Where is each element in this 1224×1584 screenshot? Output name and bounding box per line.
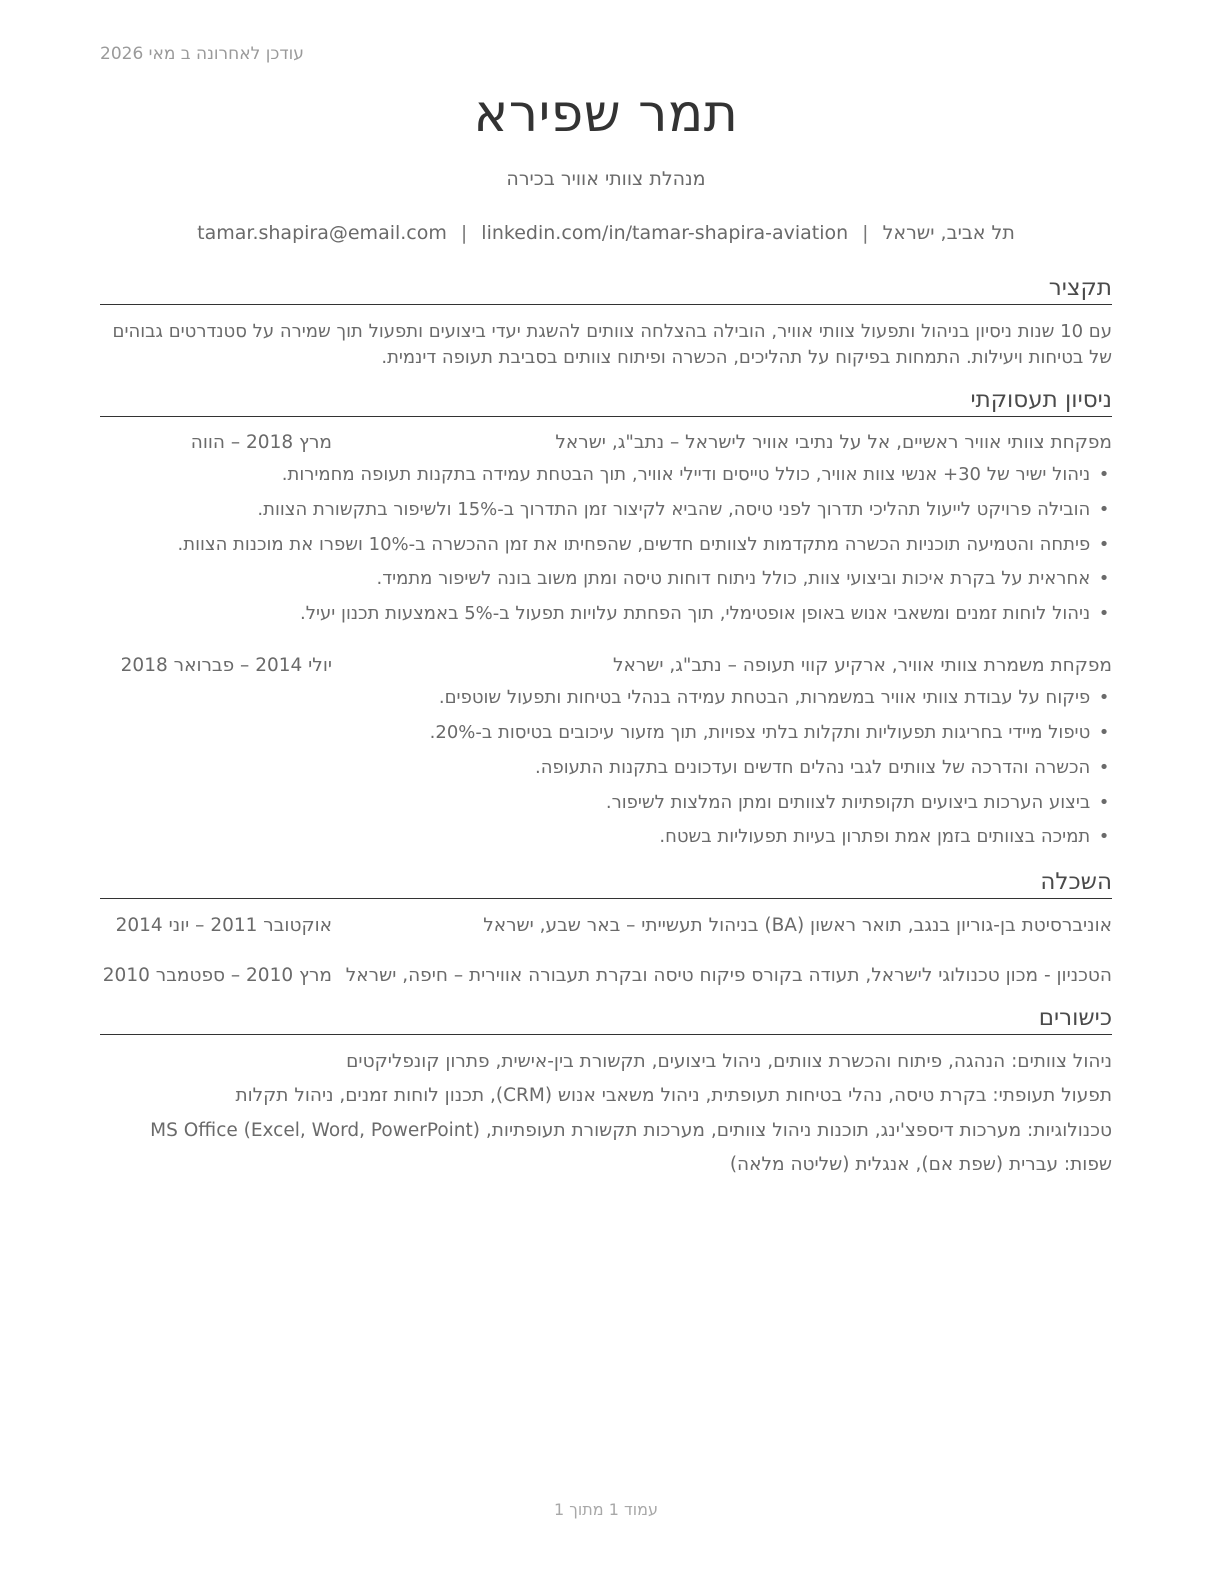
- job-header: [100, 653, 1112, 679]
- summary-line: עם 10 שנות ניסיון בניהול ותפעול צוותי אוויר, הובילה בהצלחה צוותים להשגת יעדי ביצועים ותפעול תוך שמירה על סטנדרטים גבוהים: [112, 321, 1112, 342]
- bullet-dot: •: [1098, 499, 1110, 520]
- bullet-item: • תמיכה בצוותים בזמן אמת ופתרון בעיות תפעוליות בשטח.: [659, 824, 1112, 850]
- job-title: מפקחת משמרת צוותי אוויר, ארקיע קווי תעופה – נתב"ג, ישראל: [612, 655, 1112, 676]
- skills-heading: כישורים: [100, 1004, 1112, 1035]
- skill-line: ניהול צוותים: הנהגה, פיתוח והכשרת צוותים, ניהול ביצועים, תקשורת בין-אישית, פתרון קונפליקטים: [346, 1051, 1112, 1072]
- bullet-dot: •: [1098, 464, 1110, 485]
- summary-line: של בטיחות ויעילות. התמחות בפיקוח על תהליכים, הכשרה ופיתוח צוותים בסביבת תעופה דינמית.: [381, 347, 1112, 368]
- bullet-item: • הובילה פרויקט לייעול תהליכי תדרוך לפני טיסה, שהביא לקיצור זמן התדרוך ב-15% ולשיפור בתקשורת הצוות.: [257, 497, 1112, 523]
- education-heading: השכלה: [100, 868, 1112, 899]
- page-number: עמוד 1 מתוך 1: [554, 1500, 658, 1519]
- education-title: הטכניון - מכון טכנולוגי לישראל, תעודה בקורס פיקוח טיסה ובקרת תעבורה אווירית – חיפה, ישראל: [345, 965, 1112, 986]
- bullet-dot: •: [1098, 603, 1110, 624]
- location-text: תל אביב, ישראל: [882, 222, 1015, 244]
- bullet-dot: •: [1098, 722, 1110, 743]
- experience-heading: ניסיון תעסוקתי: [100, 386, 1112, 417]
- bullet-item: • ניהול ישיר של 30+ אנשי צוות אוויר, כולל טייסים ודיילי אוויר, תוך הבטחת עמידה בתקנות תעופה מחמירות.: [282, 462, 1112, 488]
- skill-line: שפות: עברית (שפת אם), אנגלית (שליטה מלאה): [729, 1154, 1112, 1175]
- education-item: [100, 913, 1112, 939]
- candidate-name: תמר שפירא: [473, 84, 739, 144]
- bullet-dot: •: [1098, 687, 1110, 708]
- summary-heading: תקציר: [100, 274, 1112, 305]
- bullet-item: • טיפול מיידי בחריגות תפעוליות ותקלות בלתי צפויות, תוך מזעור עיכובים בטיסות ב-20%.: [430, 720, 1112, 746]
- job-title: מפקחת צוותי אוויר ראשיים, אל על נתיבי אוויר לישראל – נתב"ג, ישראל: [555, 432, 1112, 453]
- candidate-title: מנהלת צוותי אוויר בכירה: [506, 168, 706, 190]
- summary-text: [100, 319, 1112, 371]
- contact-line: [100, 222, 1112, 244]
- job-header: [100, 430, 1112, 456]
- bullet-item: • פיתחה והטמיעה תוכניות הכשרה מתקדמות לצוותים חדשים, שהפחיתו את זמן ההכשרה ב-10% ושפרו את מוכנות הצוות.: [178, 532, 1112, 558]
- education-dates: אוקטובר 2011 – יוני 2014: [115, 915, 332, 936]
- bullet-dot: •: [1098, 792, 1110, 813]
- bullet-item: • אחראית על בקרת איכות וביצועי צוות, כולל ניתוח דוחות טיסה ומתן משוב בונה לשיפור מתמיד.: [377, 566, 1112, 592]
- bullet-item: • הכשרה והדרכה של צוותים לגבי נהלים חדשים ועדכונים בתקנות התעופה.: [535, 755, 1112, 781]
- skill-line: טכנולוגיות: מערכות דיספצ'ינג, תוכנות ניהול צוותים, מערכות תקשורת תעופתיות, MS Office (Excel, Word, PowerPoint): [150, 1120, 1112, 1141]
- bullet-dot: •: [1098, 826, 1110, 847]
- contact-separator: |: [862, 222, 869, 244]
- bullet-item: • ביצוע הערכות ביצועים תקופתיות לצוותים ומתן המלצות לשיפור.: [606, 790, 1112, 816]
- linkedin-link[interactable]: linkedin.com/in/tamar-shapira-aviation: [481, 222, 849, 244]
- bullet-dot: •: [1098, 568, 1110, 589]
- last-updated-note: עודכן לאחרונה ב מאי 2026: [100, 44, 304, 64]
- job-dates: יולי 2014 – פברואר 2018: [120, 655, 332, 676]
- education-dates: מרץ 2010 – ספטמבר 2010: [102, 965, 332, 986]
- education-item: [100, 963, 1112, 989]
- bullet-dot: •: [1098, 534, 1110, 555]
- bullet-item: • פיקוח על עבודת צוותי אוויר במשמרות, הבטחת עמידה בנהלי בטיחות ותפעול שוטפים.: [439, 685, 1112, 711]
- education-title: אוניברסיטת בן-גוריון בנגב, תואר ראשון (BA) בניהול תעשייתי – באר שבע, ישראל: [483, 915, 1112, 936]
- bullet-dot: •: [1098, 757, 1110, 778]
- email-link[interactable]: tamar.shapira@email.com: [197, 222, 447, 244]
- skill-line: תפעול תעופתי: בקרת טיסה, נהלי בטיחות תעופתית, ניהול משאבי אנוש (CRM), תכנון לוחות זמנים, ניהול תקלות: [235, 1085, 1112, 1106]
- bullet-item: • ניהול לוחות זמנים ומשאבי אנוש באופן אופטימלי, תוך הפחתת עלויות תפעול ב-5% באמצעות תכנון יעיל.: [300, 601, 1112, 627]
- resume-page: [100, 0, 1112, 1584]
- contact-separator: |: [460, 222, 468, 244]
- job-dates: מרץ 2018 – הווה: [190, 432, 332, 453]
